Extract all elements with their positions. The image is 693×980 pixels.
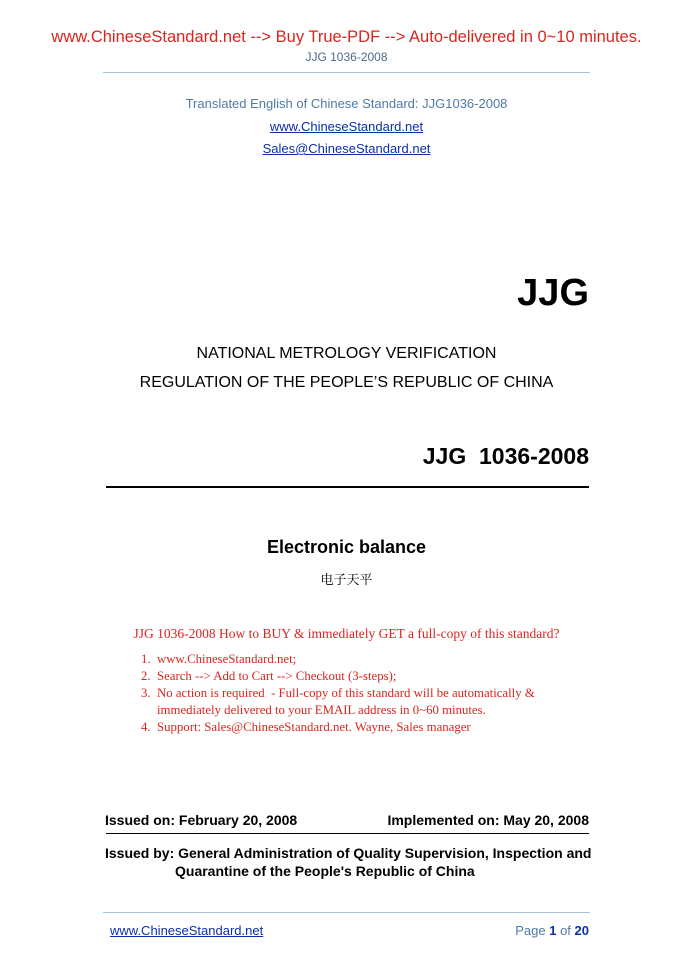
- list-item: [141, 719, 535, 736]
- email-link-container: [0, 140, 693, 158]
- website-link[interactable]: www.ChineseStandard.net: [269, 119, 424, 134]
- buy-steps-list: [141, 651, 535, 736]
- title-english: Electronic balance: [266, 537, 427, 557]
- step-number: 1.: [141, 652, 151, 666]
- page-of: of: [560, 923, 571, 938]
- sales-email-link[interactable]: Sales@ChineseStandard.net: [262, 141, 431, 156]
- step-text-continued: immediately delivered to your EMAIL address in 0~60 minutes.: [157, 703, 486, 717]
- footer-divider: [103, 912, 590, 913]
- regulation-line-2: REGULATION OF THE PEOPLE’S REPUBLIC OF CHINA: [139, 374, 554, 391]
- step-text[interactable]: www.ChineseStandard.net;: [157, 652, 297, 666]
- step-number: 2.: [141, 669, 151, 683]
- step-text: Support: Sales@ChineseStandard.net. Wayne, Sales manager: [157, 720, 471, 734]
- website-link-container: [0, 118, 693, 136]
- step-number: 3.: [141, 686, 151, 700]
- issuer-block: [105, 844, 595, 880]
- page-current: 1: [549, 923, 557, 938]
- regulation-line-1: NATIONAL METROLOGY VERIFICATION: [196, 345, 497, 362]
- promo-banner[interactable]: www.ChineseStandard.net --> Buy True-PDF --> Auto-delivered in 0~10 minutes.: [51, 28, 642, 46]
- step-text: Search --> Add to Cart --> Checkout (3-steps);: [157, 669, 397, 683]
- list-item: [141, 651, 535, 668]
- buy-heading: JJG 1036-2008 How to BUY & immediately GET a full-copy of this standard?: [133, 626, 560, 641]
- issuer-line-1: Issued by: General Administration of Quality Supervision, Inspection and: [105, 845, 592, 861]
- standard-divider: [106, 486, 589, 488]
- implemented-on-date: Implemented on: May 20, 2008: [387, 812, 589, 828]
- list-item: [141, 685, 535, 719]
- footer-website-link[interactable]: www.ChineseStandard.net: [110, 923, 264, 938]
- issued-on-date: Issued on: February 20, 2008: [105, 812, 298, 828]
- translated-note: Translated English of Chinese Standard: JJG1036-2008: [185, 96, 508, 111]
- page-total: 20: [574, 923, 589, 938]
- issuer-line-2: Quarantine of the People's Republic of China: [175, 863, 475, 879]
- step-text: No action is required - Full-copy of this standard will be automatically &: [157, 686, 535, 700]
- page-number: [515, 923, 589, 938]
- title-chinese: 电子天平: [320, 573, 373, 588]
- header-divider: [103, 72, 590, 73]
- standard-number: JJG 1036-2008: [422, 443, 589, 469]
- dates-divider: [106, 833, 589, 834]
- step-number: 4.: [141, 720, 151, 734]
- header-doc-code: JJG 1036-2008: [305, 50, 388, 64]
- list-item: [141, 668, 535, 685]
- jjg-mark: JJG: [517, 272, 589, 314]
- page-label: Page: [515, 923, 546, 938]
